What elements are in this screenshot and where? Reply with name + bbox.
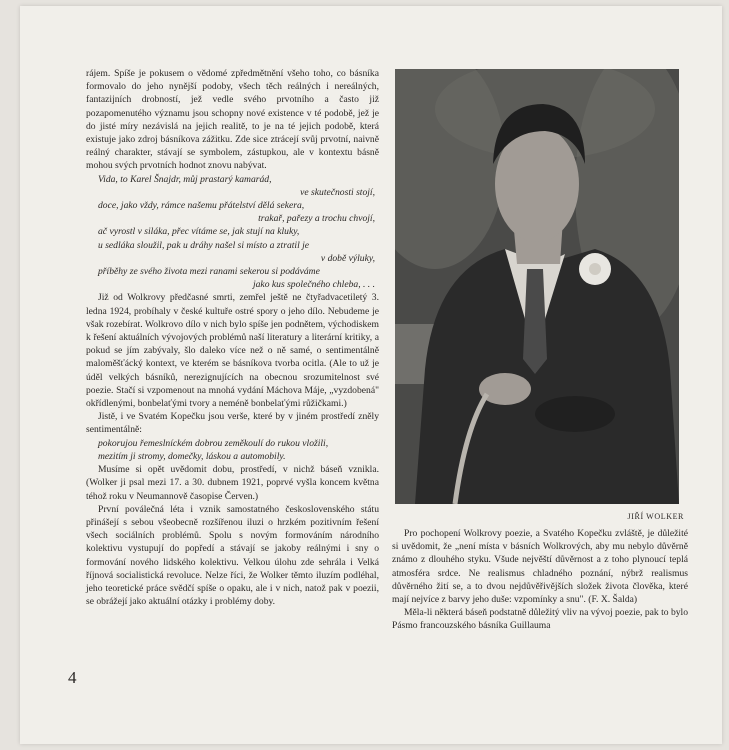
poem-excerpt-1 [86, 173, 379, 292]
portrait-illustration [395, 69, 679, 504]
paragraph: Pro pochopení Wolkrovy poezie, a Svatého Kopečku zvláště, je důležité si uvědomit, že „není místa v básních Wolkrových, aby mu nebylo důvěrně známo z dlouhého styku. Všude nejvěští důvěrnost a z toho plynoucí teplá atmosféra srdce. Ne realismus chladného poznání, nýbrž realismus důvěrného žití se, a to dvou nejdůvěřivějších složek života člověka, které mají nejvíce z barvy jeho duše: vzpomínky a snu". (F. X. Šalda) [392, 528, 688, 606]
left-text-column [86, 67, 379, 608]
paragraph-intro: rájem. Spíše je pokusem o vědomé zpředmětnění všeho toho, co básníka formovalo do jeho nynější podoby, všech těch reálných i nereálných, fantazijních drobností, jež vedle svého prvotního a často již pozapomenutého významu jsou schopny nové existence v té podobě, jež je do jisté míry nezávislá na jejich realitě, to je na té jejich podobě, která existuje jako zdroj básníkova zážitku. Zde sice ztrácejí svůj prvotní, naivně reálný charakter, stávají se symbolem, zástupkou, ale v kontextu básně mohou svých prvotních hodnot znovu nabývat. [86, 68, 379, 172]
paragraph: Jistě, i ve Svatém Kopečku jsou verše, které by v jiném prostředí zněly sentimentálně: [86, 411, 379, 436]
poem-line: pokorujou řemeslníckém dobrou zeměkoulí do rukou vložili, [98, 437, 329, 449]
poem-line: doce, jako vždy, rámce našemu přátelství dělá sekera, [98, 200, 305, 212]
right-text-column [392, 527, 688, 633]
portrait-photo [395, 69, 679, 504]
paragraph: Již od Wolkrovy předčasné smrti, zemřel ještě ne čtyřadvacetiletý 3. ledna 1924, probíhaly v české kultuře ostré spory o jeho dílo. Nebudeme je však rozebírat. Wolkrovo dílo v nich bylo spíše jen podnětem, východiskem k řešení aktuálních vývojových problémů naší literatury a literární kritiky, a pokud se jím zabývaly, šlo daleko více než o ně samé, o sentimentálně maloměšťácký kontext, ve kterém se básníkova tvorba ocitla. (Ale to už je úděl velkých básníků, nerezignujících na obecnou srozumitelnost své poezie. Stačí si vzpomenout na mnohá vydání Máchova Máje, „vyzdobená" okřídlenými, bonbelaťými tvory a neméně bonbelaťými růžičkami.) [86, 292, 379, 410]
photo-caption: JIŘÍ WOLKER [627, 512, 684, 521]
paragraph: Měla-li některá báseň podstatně důležitý vliv na vývoj poezie, pak to bylo Pásmo francouzského básníka Guillauma [392, 607, 688, 632]
poem-line: příběhy ze svého života mezi ranami sekerou si podáváme [98, 266, 320, 278]
poem-line: u sedláka sloužil, pak u dráhy našel si místo a ztratil je [98, 239, 310, 251]
paragraph: Musíme si opět uvědomit dobu, prostředí, v nichž báseň vznikla. (Wolker ji psal mezi 17. a 30. dubnem 1921, poprvé vyšla koncem května téhož roku v Neumannově časopise Červen.) [86, 464, 379, 502]
book-page [20, 6, 722, 744]
poem-line: trakař, pařezy a trochu chvojí, [258, 213, 375, 225]
poem-line: v době výluky, [320, 252, 375, 264]
poem-line: Vida, to Karel Šnajdr, můj prastarý kamarád, [98, 173, 272, 185]
poem-line: jako kus společného chleba, . . . [252, 279, 375, 291]
poem-line: ve skutečnosti stojí, [300, 186, 375, 198]
poem-line: ač vyrostl v silákа, přec vítáme se, jak stují na kluky, [98, 226, 300, 238]
page-number: 4 [68, 668, 77, 687]
paragraph: První poválečná léta i vznik samostatného československého státu přinášejí s sebou všeobecně rozšířenou iluzi o hrzkém pozitivním řešení všech sociálních problémů. Spolu s novým formováním národního kolektivu vystupují do popředí a stávají se jakoby reálnými i sny o formování nového lidského kolektivu. Velkou úlohu zde sehrála i Velká říjnová socialistická revoluce. Nelze říci, že Wolker těmto iluzím podléhal, jeho teoretické práce svědčí spíše o opaku, ale i v nich, natož pak v poezii, se obrážejí jako aktuální otázky i problémy doby. [86, 503, 379, 608]
poem-line: mezitím ji stromy, domečky, láskou a automobily. [98, 450, 286, 462]
poem-excerpt-2 [86, 437, 379, 463]
